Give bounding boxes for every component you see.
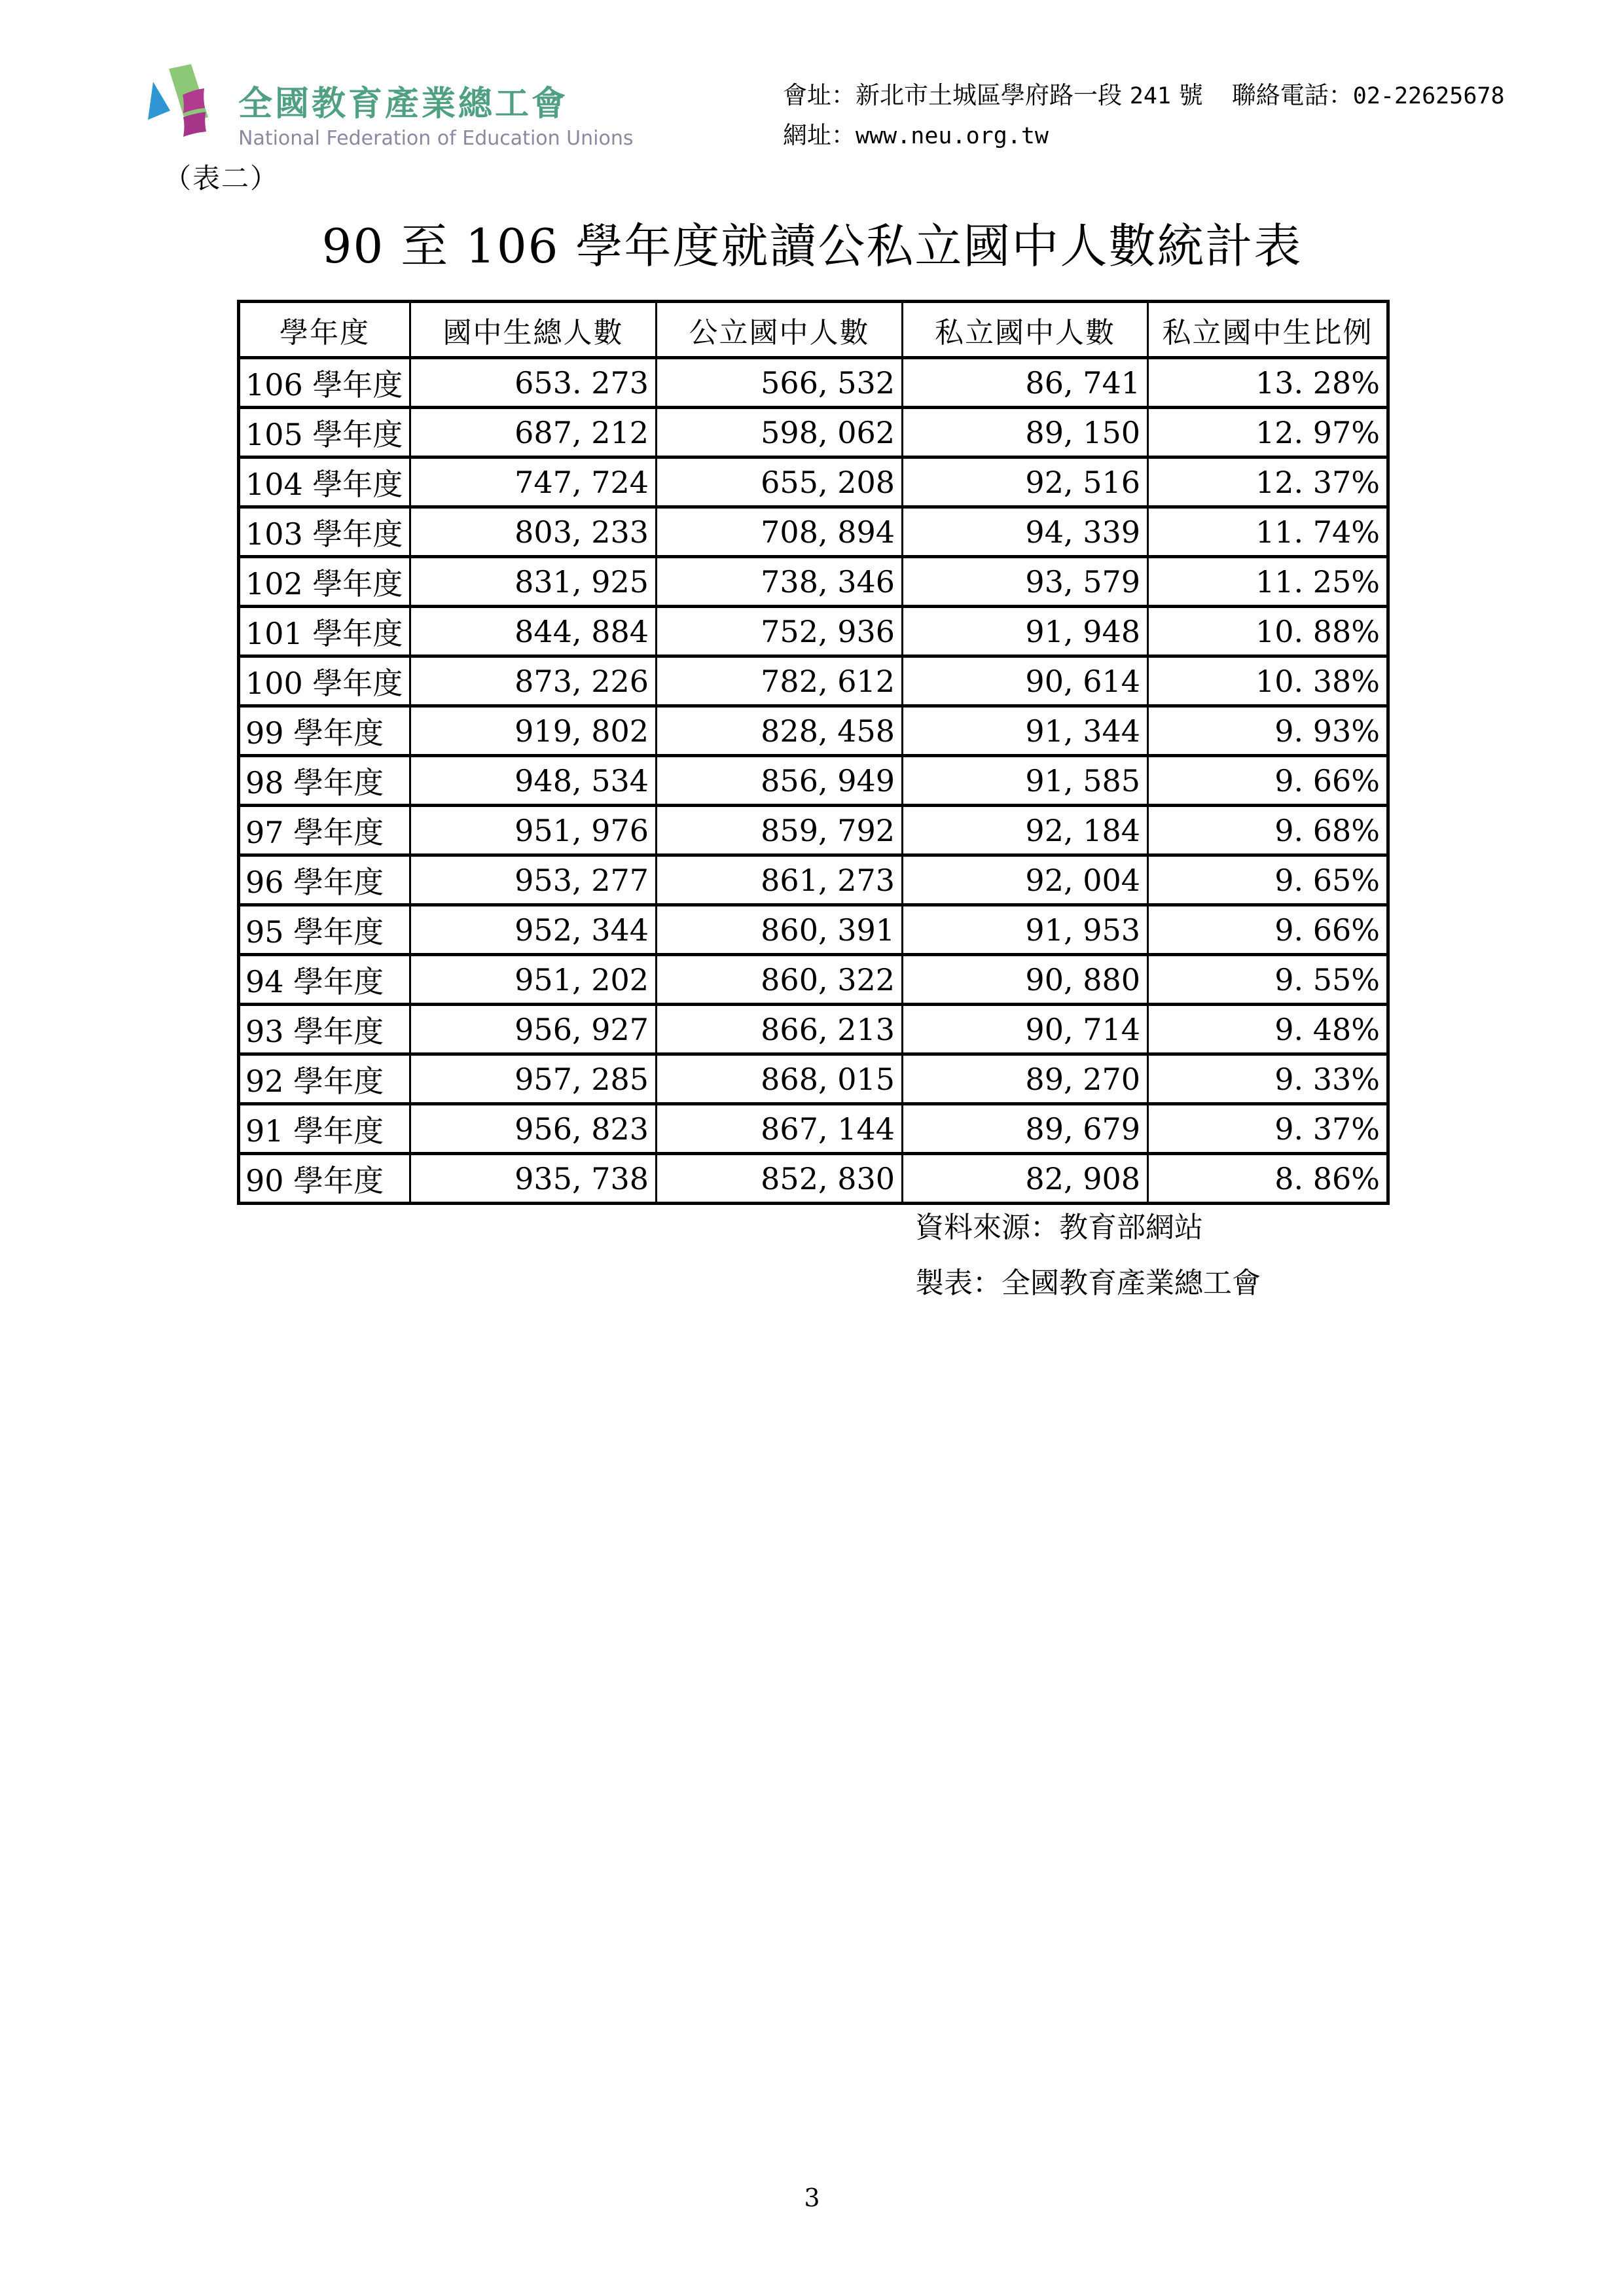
cell-value: 856, 949 [657, 756, 903, 806]
cell-value: 919, 802 [410, 706, 657, 756]
column-header: 公立國中人數 [657, 302, 903, 358]
address-label: 會址： [783, 81, 856, 109]
cell-value: 873, 226 [410, 656, 657, 706]
table-row [239, 806, 1388, 855]
cell-value: 89, 270 [903, 1054, 1148, 1104]
cell-school-year: 91 學年度 [239, 1104, 410, 1154]
cell-value: 655, 208 [657, 457, 903, 507]
cell-school-year: 98 學年度 [239, 756, 410, 806]
cell-value: 782, 612 [657, 656, 903, 706]
cell-school-year: 106 學年度 [239, 358, 410, 408]
table-row [239, 855, 1388, 905]
cell-value: 9. 66% [1148, 905, 1388, 955]
source-note: 資料來源：教育部網站 [915, 1211, 1203, 1244]
table-notes [915, 1212, 1261, 1323]
cell-school-year: 100 學年度 [239, 656, 410, 706]
cell-value: 9. 48% [1148, 1005, 1388, 1054]
table-row [239, 1104, 1388, 1154]
cell-value: 956, 823 [410, 1104, 657, 1154]
cell-value: 868, 015 [657, 1054, 903, 1104]
column-header: 學年度 [239, 302, 410, 358]
page-number: 3 [804, 2183, 820, 2212]
cell-school-year: 105 學年度 [239, 408, 410, 457]
table-marker-label: （表二） [164, 162, 280, 194]
cell-value: 9. 55% [1148, 955, 1388, 1005]
cell-value: 89, 679 [903, 1104, 1148, 1154]
cell-value: 11. 25% [1148, 557, 1388, 607]
cell-value: 91, 585 [903, 756, 1148, 806]
cell-value: 860, 322 [657, 955, 903, 1005]
author-note: 製表：全國教育產業總工會 [915, 1266, 1261, 1300]
cell-value: 951, 202 [410, 955, 657, 1005]
table-row [239, 756, 1388, 806]
page-title: 90 至 106 學年度就讀公私立國中人數統計表 [321, 219, 1303, 274]
table-body [239, 358, 1388, 1204]
cell-value: 956, 927 [410, 1005, 657, 1054]
cell-value: 828, 458 [657, 706, 903, 756]
table-row [239, 507, 1388, 557]
table-row [239, 656, 1388, 706]
cell-value: 687, 212 [410, 408, 657, 457]
cell-value: 92, 516 [903, 457, 1148, 507]
cell-value: 752, 936 [657, 607, 903, 656]
cell-value: 10. 38% [1148, 656, 1388, 706]
cell-value: 935, 738 [410, 1154, 657, 1204]
table-row [239, 1054, 1388, 1104]
cell-value: 598, 062 [657, 408, 903, 457]
cell-value: 867, 144 [657, 1104, 903, 1154]
cell-value: 957, 285 [410, 1054, 657, 1104]
cell-value: 653. 273 [410, 358, 657, 408]
cell-value: 8. 86% [1148, 1154, 1388, 1204]
phone-number: 02-22625678 [1352, 83, 1505, 109]
cell-value: 92, 004 [903, 855, 1148, 905]
org-name-en: National Federation of Education Unions [238, 126, 634, 150]
cell-value: 708, 894 [657, 507, 903, 557]
contact-line-website [783, 116, 1505, 156]
address-unit: 號 [1170, 81, 1203, 109]
cell-value: 803, 233 [410, 507, 657, 557]
contact-line-address [783, 76, 1505, 116]
cell-value: 860, 391 [657, 905, 903, 955]
address-text: 新北市土城區學府路一段 [856, 81, 1130, 109]
cell-value: 738, 346 [657, 557, 903, 607]
cell-school-year: 92 學年度 [239, 1054, 410, 1104]
cell-value: 91, 344 [903, 706, 1148, 756]
org-name-zh: 全國教育產業總工會 [238, 84, 569, 124]
cell-value: 91, 953 [903, 905, 1148, 955]
org-logo-icon [147, 63, 228, 156]
column-header: 私立國中人數 [903, 302, 1148, 358]
column-header: 私立國中生比例 [1148, 302, 1388, 358]
cell-value: 831, 925 [410, 557, 657, 607]
cell-value: 952, 344 [410, 905, 657, 955]
cell-value: 86, 741 [903, 358, 1148, 408]
cell-value: 9. 37% [1148, 1104, 1388, 1154]
phone-label: 聯絡電話： [1231, 81, 1353, 109]
cell-value: 93, 579 [903, 557, 1148, 607]
cell-value: 852, 830 [657, 1154, 903, 1204]
statistics-table [237, 300, 1390, 1205]
cell-value: 566, 532 [657, 358, 903, 408]
cell-value: 12. 97% [1148, 408, 1388, 457]
cell-school-year: 97 學年度 [239, 806, 410, 855]
cell-value: 861, 273 [657, 855, 903, 905]
cell-value: 844, 884 [410, 607, 657, 656]
cell-school-year: 96 學年度 [239, 855, 410, 905]
address-number: 241 [1129, 83, 1171, 109]
table-row [239, 1154, 1388, 1204]
cell-school-year: 103 學年度 [239, 507, 410, 557]
cell-school-year: 90 學年度 [239, 1154, 410, 1204]
cell-value: 866, 213 [657, 1005, 903, 1054]
cell-value: 12. 37% [1148, 457, 1388, 507]
cell-school-year: 101 學年度 [239, 607, 410, 656]
table-row [239, 955, 1388, 1005]
cell-school-year: 102 學年度 [239, 557, 410, 607]
contact-info [783, 76, 1505, 156]
cell-school-year: 99 學年度 [239, 706, 410, 756]
cell-value: 89, 150 [903, 408, 1148, 457]
cell-value: 90, 880 [903, 955, 1148, 1005]
table-header-row [239, 302, 1388, 358]
org-logo [147, 63, 634, 156]
table-row [239, 905, 1388, 955]
table-row [239, 408, 1388, 457]
cell-value: 10. 88% [1148, 607, 1388, 656]
cell-value: 9. 68% [1148, 806, 1388, 855]
cell-value: 951, 976 [410, 806, 657, 855]
cell-value: 9. 65% [1148, 855, 1388, 905]
cell-value: 92, 184 [903, 806, 1148, 855]
table-row [239, 557, 1388, 607]
cell-value: 11. 74% [1148, 507, 1388, 557]
cell-value: 9. 66% [1148, 756, 1388, 806]
cell-value: 9. 93% [1148, 706, 1388, 756]
cell-value: 82, 908 [903, 1154, 1148, 1204]
cell-value: 747, 724 [410, 457, 657, 507]
table-row [239, 358, 1388, 408]
cell-school-year: 104 學年度 [239, 457, 410, 507]
cell-value: 90, 714 [903, 1005, 1148, 1054]
column-header: 國中生總人數 [410, 302, 657, 358]
cell-value: 90, 614 [903, 656, 1148, 706]
table-row [239, 706, 1388, 756]
table-row [239, 457, 1388, 507]
cell-value: 953, 277 [410, 855, 657, 905]
cell-value: 948, 534 [410, 756, 657, 806]
cell-value: 13. 28% [1148, 358, 1388, 408]
org-logo-text [238, 63, 634, 150]
table-row [239, 607, 1388, 656]
cell-value: 94, 339 [903, 507, 1148, 557]
website-label: 網址： [783, 121, 856, 149]
cell-school-year: 93 學年度 [239, 1005, 410, 1054]
cell-value: 9. 33% [1148, 1054, 1388, 1104]
website-url: www.neu.org.tw [856, 123, 1049, 149]
cell-value: 91, 948 [903, 607, 1148, 656]
table-row [239, 1005, 1388, 1054]
cell-value: 859, 792 [657, 806, 903, 855]
cell-school-year: 94 學年度 [239, 955, 410, 1005]
cell-school-year: 95 學年度 [239, 905, 410, 955]
